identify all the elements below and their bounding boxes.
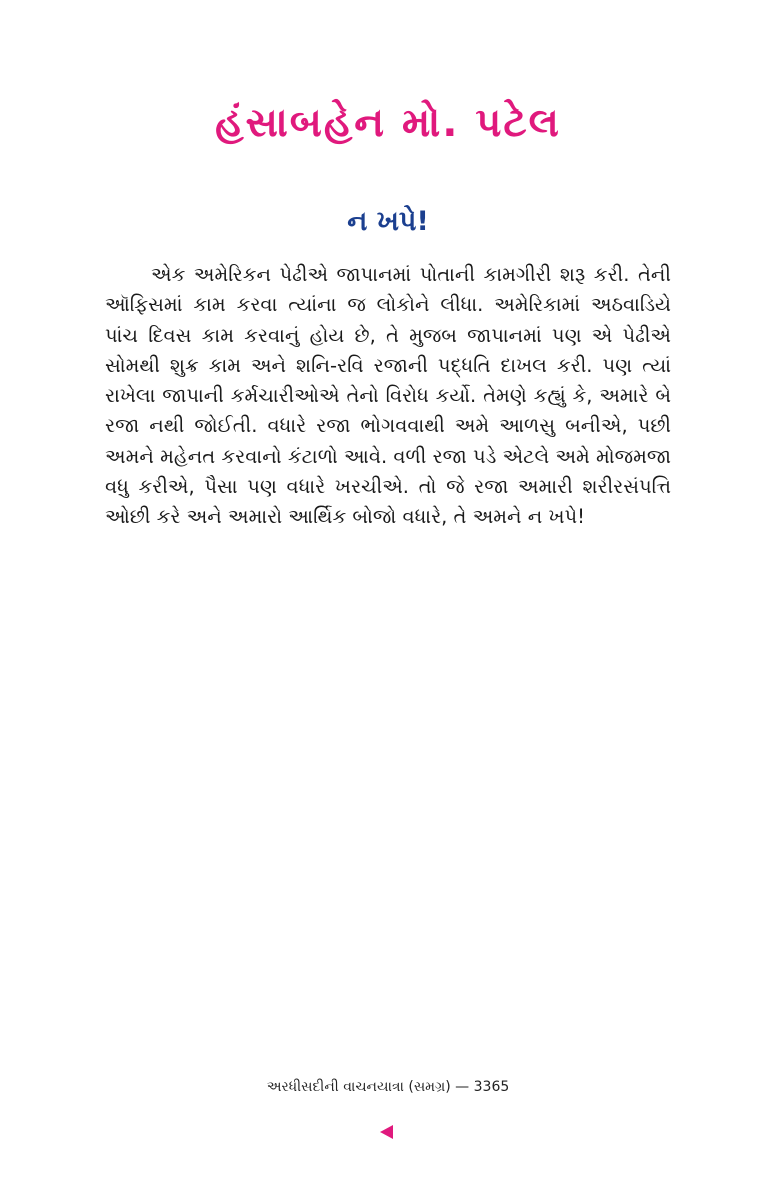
body-paragraph: એક અમેરિકન પેઢીએ જાપાનમાં પોતાની કામગીરી શરૂ કરી. તેની ઑફિસમાં કામ કરવા ત્યાંના જ લોકોને લીધા. અમેરિકામાં અઠવાડિયે પાંચ દિવસ કામ કરવાનું હોય છે, તે મુજબ જાપાનમાં પણ એ પેઢીએ સોમથી શુક્ર કામ અને શનિ-રવિ રજાની પદ્ધતિ દાખલ કરી. પણ ત્યાં રાખેલા જાપાની કર્મચારીઓએ તેનો વિરોધ કર્યો. તેમણે કહ્યું કે, અમારે બે રજા નથી જોઈતી. વધારે રજા ભોગવવાથી અમે આળસુ બનીએ, પછી અમને મહેનત કરવાનો કંટાળો આવે. વળી રજા પડે એટલે અમે મોજમજા વધુ કરીએ, પૈસા પણ વધારે ખરચીએ. તો જે રજા અમારી શરીરસંપત્તિ ઓછી કરે અને અમારો આર્થિક બોજો વધારે, તે અમને ન ખપે! [105,263,671,529]
page-footer: અરધીસદીની વાચનયાત્રા (સમગ્ર) — 3365 [266,1079,510,1095]
article-body [105,260,671,533]
author-name: હંસાબહેન મો. પટેલ [215,100,561,146]
article-title: ન ખપે! [347,206,429,237]
arrow-left-icon[interactable] [380,1125,393,1139]
